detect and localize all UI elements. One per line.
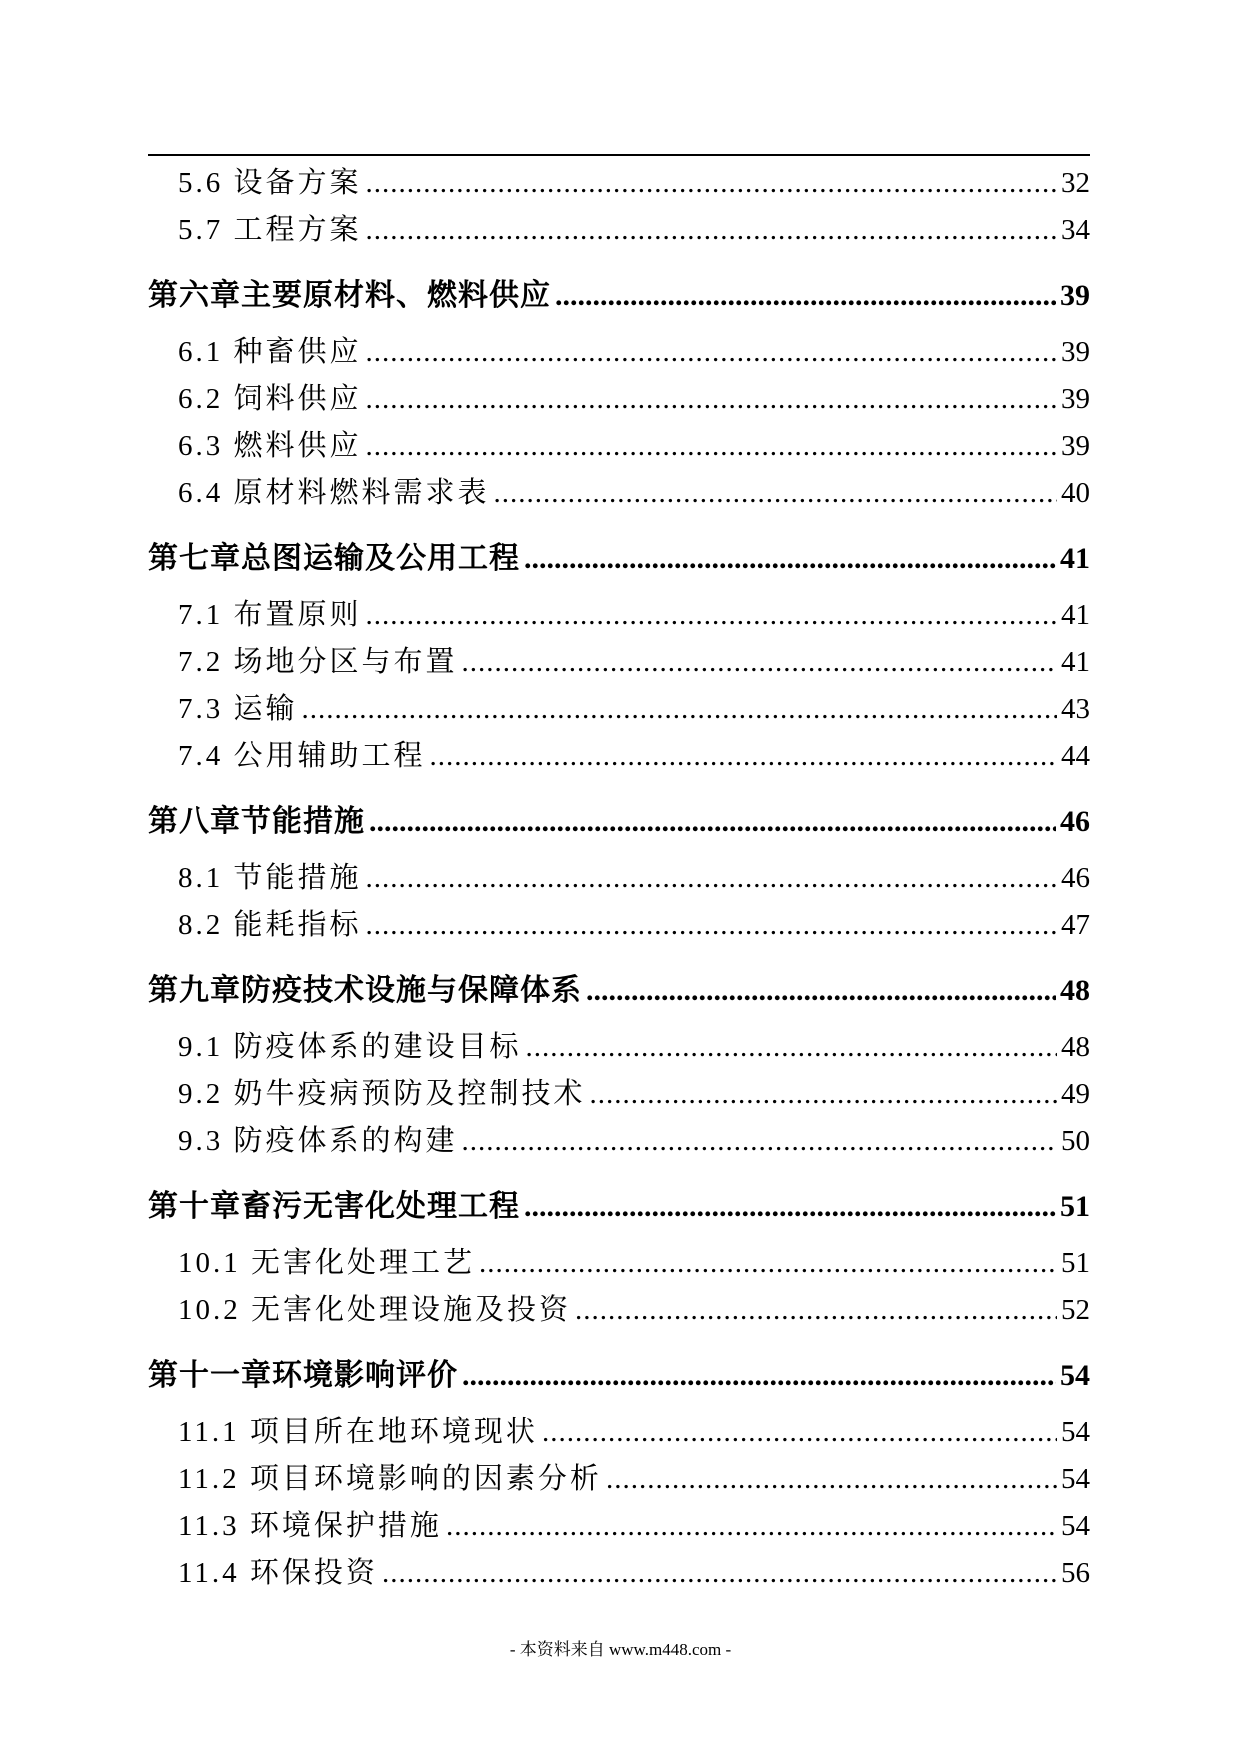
toc-entry-title: 第七章总图运输及公用工程 bbox=[148, 542, 520, 575]
toc-section-entry[interactable] bbox=[148, 855, 1090, 902]
toc-entry-title: 11.1 项目所在地环境现状 bbox=[178, 1416, 538, 1448]
toc-entry-title: 11.3 环境保护措施 bbox=[178, 1510, 442, 1542]
toc-entry-title: 5.7 工程方案 bbox=[178, 214, 362, 246]
dot-leader bbox=[366, 855, 1057, 902]
toc-entry-title: 7.1 布置原则 bbox=[178, 599, 362, 631]
toc-section-entry[interactable] bbox=[148, 1456, 1090, 1503]
toc-entry-title: 10.2 无害化处理设施及投资 bbox=[178, 1294, 572, 1326]
toc-section-entry[interactable] bbox=[148, 376, 1090, 423]
toc-page-number: 46 bbox=[1061, 862, 1090, 894]
dot-leader bbox=[430, 733, 1057, 780]
dot-leader bbox=[479, 1240, 1057, 1287]
toc-page-number: 52 bbox=[1061, 1294, 1090, 1326]
toc-page-number: 54 bbox=[1060, 1359, 1090, 1392]
dot-leader bbox=[524, 1177, 1056, 1236]
dot-leader bbox=[366, 329, 1057, 376]
toc-entry-title: 9.2 奶牛疫病预防及控制技术 bbox=[178, 1078, 586, 1110]
dot-leader bbox=[526, 1024, 1057, 1071]
toc-section-entry[interactable] bbox=[148, 207, 1090, 254]
toc-page-number: 40 bbox=[1061, 477, 1090, 509]
toc-entry-title: 6.4 原材料燃料需求表 bbox=[178, 477, 490, 509]
toc-chapter-entry[interactable] bbox=[148, 529, 1090, 588]
toc-page-number: 43 bbox=[1061, 693, 1090, 725]
toc-page-number: 48 bbox=[1061, 1031, 1090, 1063]
toc-section-entry[interactable] bbox=[148, 733, 1090, 780]
dot-leader bbox=[366, 423, 1057, 470]
toc-section-entry[interactable] bbox=[148, 329, 1090, 376]
dot-leader bbox=[369, 792, 1056, 851]
toc-section-entry[interactable] bbox=[148, 1287, 1090, 1334]
toc-entry-title: 6.3 燃料供应 bbox=[178, 430, 362, 462]
dot-leader bbox=[366, 376, 1057, 423]
toc-entry-title: 7.4 公用辅助工程 bbox=[178, 740, 426, 772]
toc-entry-title: 9.1 防疫体系的建设目标 bbox=[178, 1031, 522, 1063]
toc-entry-title: 11.4 环保投资 bbox=[178, 1557, 378, 1589]
dot-leader bbox=[586, 961, 1056, 1020]
toc-section-entry[interactable] bbox=[148, 902, 1090, 949]
toc-page-number: 41 bbox=[1061, 646, 1090, 678]
dot-leader bbox=[462, 1346, 1056, 1405]
toc-chapter-entry[interactable] bbox=[148, 266, 1090, 325]
toc-section-entry[interactable] bbox=[148, 686, 1090, 733]
toc-page-number: 32 bbox=[1061, 167, 1090, 199]
toc-page-number: 39 bbox=[1060, 279, 1090, 312]
toc-entry-title: 第十一章环境影响评价 bbox=[148, 1359, 458, 1392]
dot-leader bbox=[366, 160, 1057, 207]
toc-entry-title: 6.2 饲料供应 bbox=[178, 383, 362, 415]
dot-leader bbox=[366, 592, 1057, 639]
toc-page-number: 51 bbox=[1061, 1247, 1090, 1279]
dot-leader bbox=[606, 1456, 1057, 1503]
toc-page-number: 56 bbox=[1061, 1557, 1090, 1589]
toc-section-entry[interactable] bbox=[148, 1503, 1090, 1550]
dot-leader bbox=[462, 1118, 1057, 1165]
toc-page-number: 46 bbox=[1060, 805, 1090, 838]
toc-page-number: 47 bbox=[1061, 909, 1090, 941]
dot-leader bbox=[494, 470, 1057, 517]
toc-entry-title: 7.3 运输 bbox=[178, 693, 298, 725]
toc-section-entry[interactable] bbox=[148, 1409, 1090, 1456]
toc-chapter-entry[interactable] bbox=[148, 1177, 1090, 1236]
toc-section-entry[interactable] bbox=[148, 1118, 1090, 1165]
toc-entry-title: 10.1 无害化处理工艺 bbox=[178, 1247, 476, 1279]
toc-entry-title: 9.3 防疫体系的构建 bbox=[178, 1125, 458, 1157]
toc-page-number: 49 bbox=[1061, 1078, 1090, 1110]
toc-section-entry[interactable] bbox=[148, 1071, 1090, 1118]
toc-entry-title: 第六章主要原材料、燃料供应 bbox=[148, 279, 551, 312]
toc-page-number: 51 bbox=[1060, 1190, 1090, 1223]
toc-section-entry[interactable] bbox=[148, 1550, 1090, 1597]
dot-leader bbox=[542, 1409, 1057, 1456]
dot-leader bbox=[575, 1287, 1057, 1334]
dot-leader bbox=[382, 1550, 1057, 1597]
toc-entry-title: 第九章防疫技术设施与保障体系 bbox=[148, 974, 582, 1007]
toc-section-entry[interactable] bbox=[148, 592, 1090, 639]
toc-entry-title: 第八章节能措施 bbox=[148, 805, 365, 838]
toc-page-number: 41 bbox=[1061, 599, 1090, 631]
toc-page-number: 50 bbox=[1061, 1125, 1090, 1157]
toc-page-number: 39 bbox=[1061, 336, 1090, 368]
dot-leader bbox=[366, 207, 1057, 254]
toc-page-number: 54 bbox=[1061, 1510, 1090, 1542]
dot-leader bbox=[524, 529, 1056, 588]
toc-page-number: 34 bbox=[1061, 214, 1090, 246]
dot-leader bbox=[446, 1503, 1057, 1550]
toc-entry-title: 第十章畜污无害化处理工程 bbox=[148, 1190, 520, 1223]
toc-page-number: 54 bbox=[1061, 1416, 1090, 1448]
dot-leader bbox=[302, 686, 1057, 733]
toc-entry-title: 8.2 能耗指标 bbox=[178, 909, 362, 941]
toc-entry-title: 5.6 设备方案 bbox=[178, 167, 362, 199]
toc-section-entry[interactable] bbox=[148, 470, 1090, 517]
dot-leader bbox=[590, 1071, 1057, 1118]
toc-entry-title: 11.2 项目环境影响的因素分析 bbox=[178, 1463, 602, 1495]
toc-entry-title: 8.1 节能措施 bbox=[178, 862, 362, 894]
toc-section-entry[interactable] bbox=[148, 639, 1090, 686]
toc-section-entry[interactable] bbox=[148, 1024, 1090, 1071]
toc-entry-title: 7.2 场地分区与布置 bbox=[178, 646, 458, 678]
toc-page-number: 44 bbox=[1061, 740, 1090, 772]
toc-section-entry[interactable] bbox=[148, 1240, 1090, 1287]
toc-chapter-entry[interactable] bbox=[148, 792, 1090, 851]
toc-entry-title: 6.1 种畜供应 bbox=[178, 336, 362, 368]
toc-page-number: 39 bbox=[1061, 430, 1090, 462]
toc-section-entry[interactable] bbox=[148, 160, 1090, 207]
header-rule bbox=[148, 154, 1090, 156]
dot-leader bbox=[462, 639, 1057, 686]
dot-leader bbox=[366, 902, 1057, 949]
toc-page-number: 48 bbox=[1060, 974, 1090, 1007]
table-of-contents bbox=[148, 160, 1090, 1597]
toc-chapter-entry[interactable] bbox=[148, 1346, 1090, 1405]
toc-section-entry[interactable] bbox=[148, 423, 1090, 470]
toc-chapter-entry[interactable] bbox=[148, 961, 1090, 1020]
dot-leader bbox=[555, 266, 1056, 325]
page-footer: - 本资料来自 www.m448.com - bbox=[509, 1640, 732, 1659]
toc-page-number: 39 bbox=[1061, 383, 1090, 415]
toc-page-number: 54 bbox=[1061, 1463, 1090, 1495]
toc-page-number: 41 bbox=[1060, 542, 1090, 575]
